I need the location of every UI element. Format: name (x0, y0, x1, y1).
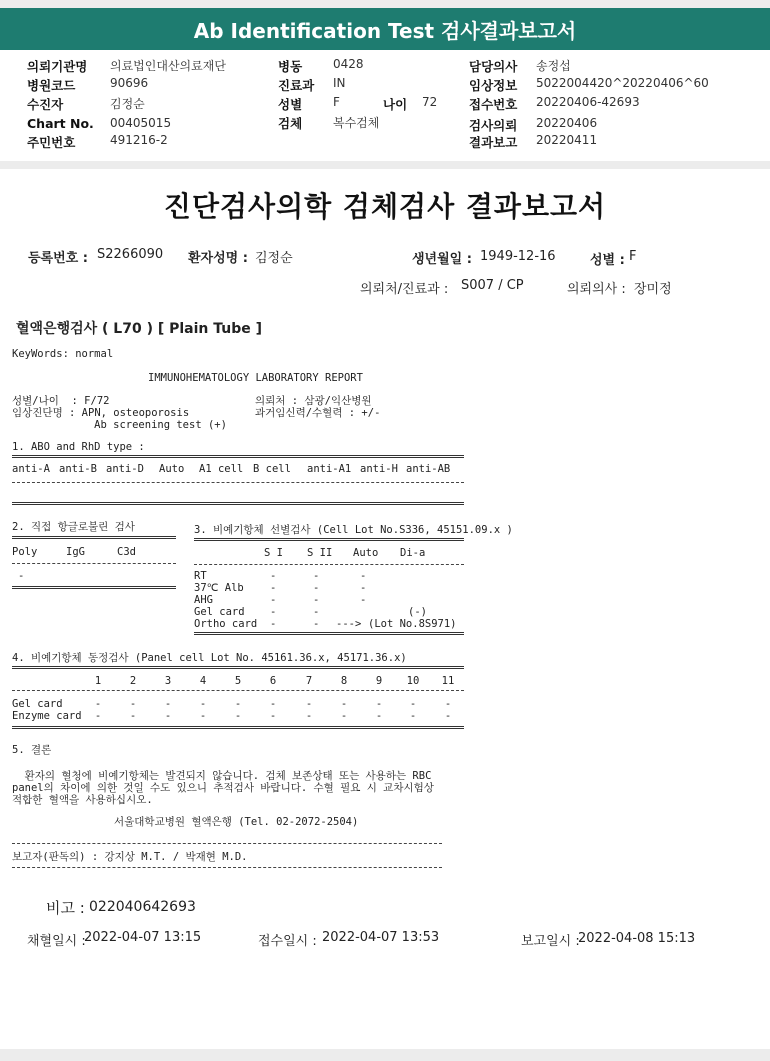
panel-cell: - (234, 698, 242, 710)
panel-header-cell: 2 (129, 675, 137, 687)
lab-heading: IMMUNOHEMATOLOGY LABORATORY REPORT (148, 372, 363, 384)
screening-cell: - (360, 594, 367, 606)
age-value: 72 (422, 95, 438, 109)
panel-header-cell: 3 (164, 675, 172, 687)
age-label: 나이 (383, 97, 408, 112)
patient-value: 김정순 (110, 97, 145, 111)
panel-cell: - (444, 710, 452, 722)
panel-cell: - (375, 698, 383, 710)
divider (194, 632, 464, 635)
panel-header-cell: 6 (269, 675, 277, 687)
abo-header: A1 cell (199, 463, 244, 475)
panel-cell: - (340, 698, 348, 710)
screening-cell: (-) (408, 606, 427, 618)
patient-name-value: 김정순 (255, 251, 293, 266)
panel-cell: - (444, 698, 452, 710)
screening-row-label: 37℃ Alb (194, 582, 244, 594)
dob-label: 생년월일 : (412, 252, 472, 267)
screening-row-label: Ortho card (194, 618, 258, 630)
screening-cell: - (360, 570, 367, 582)
reported-label: 보고일시 : (521, 934, 580, 949)
referral-dept-label: 의뢰처/진료과 : (360, 282, 449, 297)
panel-header-cell: 11 (441, 675, 455, 687)
diagnosis-line1: 임상진단명 : APN, osteoporosis (12, 407, 190, 419)
panel-cell: - (269, 710, 277, 722)
report-title: Ab Identification Test 검사결과보고서 (193, 18, 577, 43)
screening-cell: - (360, 582, 367, 594)
resident-no-value: 491216-2 (110, 133, 168, 147)
panel-header-cell: 9 (375, 675, 383, 687)
panel-cell: - (129, 710, 137, 722)
referrer-line: 의뢰처 : 삼광/익산병원 (255, 395, 372, 407)
screening-section-title: 3. 비예기항체 선별검사 (Cell Lot No.S336, 45151.09.x ) (194, 524, 513, 536)
panel-cell: - (199, 698, 207, 710)
remark-label: 비고 : (46, 899, 85, 917)
collected-label: 채혈일시 : (27, 934, 86, 949)
abo-header: anti-H (360, 463, 398, 475)
screening-header: Auto (353, 547, 379, 559)
panel-header-cell: 10 (406, 675, 420, 687)
dept-label: 진료과 (278, 78, 315, 93)
report-date-label: 결과보고 (469, 135, 518, 150)
dat-header: C3d (117, 546, 136, 558)
physician-value: 송정섭 (536, 59, 571, 73)
divider (12, 455, 464, 458)
patient-label: 수진자 (27, 97, 64, 112)
referral-doctor-value: 장미정 (634, 282, 672, 297)
panel-row-label: Gel card (12, 698, 63, 710)
ward-label: 병동 (278, 59, 303, 74)
divider (12, 666, 464, 669)
dat-header: Poly (12, 546, 38, 558)
panel-cell: - (94, 698, 102, 710)
hospital-label: 의뢰기관명 (27, 59, 88, 74)
blood-bank-contact: 서울대학교병원 혈액은행 (Tel. 02-2072-2504) (114, 816, 359, 828)
received-value: 2022-04-07 13:53 (322, 930, 440, 945)
screening-cell: ---> (336, 618, 362, 630)
screening-cell: - (270, 618, 277, 630)
panel-cell: - (409, 710, 417, 722)
abo-section-title: 1. ABO and RhD type : (12, 441, 145, 453)
resident-no-label: 주민번호 (27, 135, 76, 150)
hospital-code-value: 90696 (110, 76, 149, 90)
report-date-value: 20220411 (536, 133, 598, 147)
ward-value: 0428 (333, 57, 364, 71)
panel-row-label: Enzyme card (12, 710, 82, 722)
panel-header-cell: 5 (234, 675, 242, 687)
dat-section-title: 2. 직접 항글로불린 검사 (12, 521, 135, 533)
divider (12, 586, 176, 589)
clinical-info-label: 임상정보 (469, 78, 518, 93)
screening-cell: - (270, 606, 277, 618)
chart-no-value: 00405015 (110, 116, 172, 130)
panel-cell: - (164, 710, 172, 722)
sex-label: 성별 (278, 97, 303, 112)
panel-header-cell: 4 (199, 675, 207, 687)
screening-cell: - (313, 618, 320, 630)
screening-cell: - (313, 582, 320, 594)
panel-header-cell: 8 (340, 675, 348, 687)
reported-value: 2022-04-08 15:13 (578, 931, 696, 946)
screening-cell: - (313, 606, 320, 618)
divider (194, 538, 464, 541)
reg-no-value: S2266090 (97, 247, 164, 262)
reporter-line: 보고자(판독의) : 강지상 M.T. / 박재현 M.D. (12, 851, 248, 863)
request-date-label: 검사의뢰 (469, 118, 518, 133)
screening-cell: - (270, 594, 277, 606)
divider (12, 536, 176, 539)
divider (12, 726, 464, 729)
abo-header: Auto (159, 463, 185, 475)
panel-cell: - (94, 710, 102, 722)
divider (194, 564, 464, 565)
divider (12, 482, 464, 483)
screening-header: S I (264, 547, 283, 559)
report-title-bar (0, 8, 770, 50)
conclusion-title: 5. 결론 (12, 744, 52, 756)
receipt-no-label: 접수번호 (469, 97, 518, 112)
receipt-no-value: 20220406-42693 (536, 95, 640, 109)
section-title: 혈액은행검사 ( L70 ) [ Plain Tube ] (16, 321, 263, 337)
screening-cell: - (313, 594, 320, 606)
request-date-value: 20220406 (536, 116, 598, 130)
panel-cell: - (164, 698, 172, 710)
history-line: 과거임신력/수혈력 : +/- (255, 407, 381, 419)
panel-cell: - (129, 698, 137, 710)
panel-cell: - (409, 698, 417, 710)
panel-cell: - (305, 710, 313, 722)
referral-doctor-label: 의뢰의사 : (567, 282, 626, 297)
received-label: 접수일시 : (258, 934, 317, 949)
remark-value: 022040642693 (89, 899, 196, 915)
bottom-strip (0, 1049, 770, 1061)
screening-cell: - (270, 582, 277, 594)
screening-header: S II (307, 547, 333, 559)
diagnosis-line2: Ab screening test (+) (12, 419, 227, 431)
screening-header: Di-a (400, 547, 426, 559)
abo-header: anti-AB (406, 463, 451, 475)
dat-header: IgG (66, 546, 85, 558)
report-sex-value: F (629, 249, 637, 264)
screening-cell: (Lot No.8S971) (368, 618, 457, 630)
chart-no-label: Chart No. (27, 116, 94, 131)
divider (12, 502, 464, 505)
panel-cell: - (199, 710, 207, 722)
divider (12, 867, 442, 868)
clinical-info-value: 5022004420^20220406^60 (536, 76, 709, 90)
divider (12, 563, 176, 564)
panel-cell: - (340, 710, 348, 722)
screening-cell: - (313, 570, 320, 582)
screening-row-label: RT (194, 570, 207, 582)
panel-cell: - (269, 698, 277, 710)
hospital-code-label: 병원코드 (27, 78, 76, 93)
abo-header: anti-B (59, 463, 97, 475)
dob-value: 1949-12-16 (480, 249, 556, 264)
sex-age-line: 성별/나이 : F/72 (12, 395, 110, 407)
divider (12, 843, 442, 844)
panel-header-cell: 7 (305, 675, 313, 687)
specimen-label: 검체 (278, 116, 303, 131)
section-divider (0, 161, 770, 169)
dat-result: - (18, 570, 25, 582)
panel-header-cell: 1 (94, 675, 102, 687)
document-title: 진단검사의학 검체검사 결과보고서 (163, 190, 607, 223)
abo-header: anti-A1 (307, 463, 352, 475)
screening-cell: - (270, 570, 277, 582)
conclusion-line1: 환자의 혈청에 비예기항체는 발견되지 않습니다. 검체 보존상태 또는 사용하는 RBC (12, 770, 432, 782)
abo-header: anti-D (106, 463, 144, 475)
top-strip (0, 0, 770, 8)
dept-value: IN (333, 76, 346, 90)
abo-header: anti-A (12, 463, 50, 475)
conclusion-line2: panel의 차이에 의한 것일 수도 있으니 추적검사 바랍니다. 수혈 필요 시 교차시험상 (12, 782, 434, 794)
panel-cell: - (305, 698, 313, 710)
collected-value: 2022-04-07 13:15 (84, 930, 202, 945)
panel-cell: - (234, 710, 242, 722)
divider (12, 690, 464, 691)
conclusion-line3: 적합한 혈액을 사용하십시오. (12, 794, 153, 806)
report-sex-label: 성별 : (590, 253, 625, 268)
keywords: KeyWords: normal (12, 348, 114, 360)
reg-no-label: 등록번호 : (28, 251, 88, 266)
screening-row-label: AHG (194, 594, 213, 606)
patient-name-label: 환자성명 : (188, 251, 248, 266)
specimen-value: 복수검체 (333, 116, 380, 130)
physician-label: 담당의사 (469, 59, 518, 74)
referral-dept-value: S007 / CP (461, 278, 524, 293)
hospital-value: 의료법인대산의료재단 (110, 59, 226, 73)
abo-header: B cell (253, 463, 291, 475)
sex-value: F (333, 95, 340, 109)
panel-cell: - (375, 710, 383, 722)
screening-row-label: Gel card (194, 606, 245, 618)
panel-section-title: 4. 비예기항체 동정검사 (Panel cell Lot No. 45161.36.x, 45171.36.x) (12, 652, 407, 664)
